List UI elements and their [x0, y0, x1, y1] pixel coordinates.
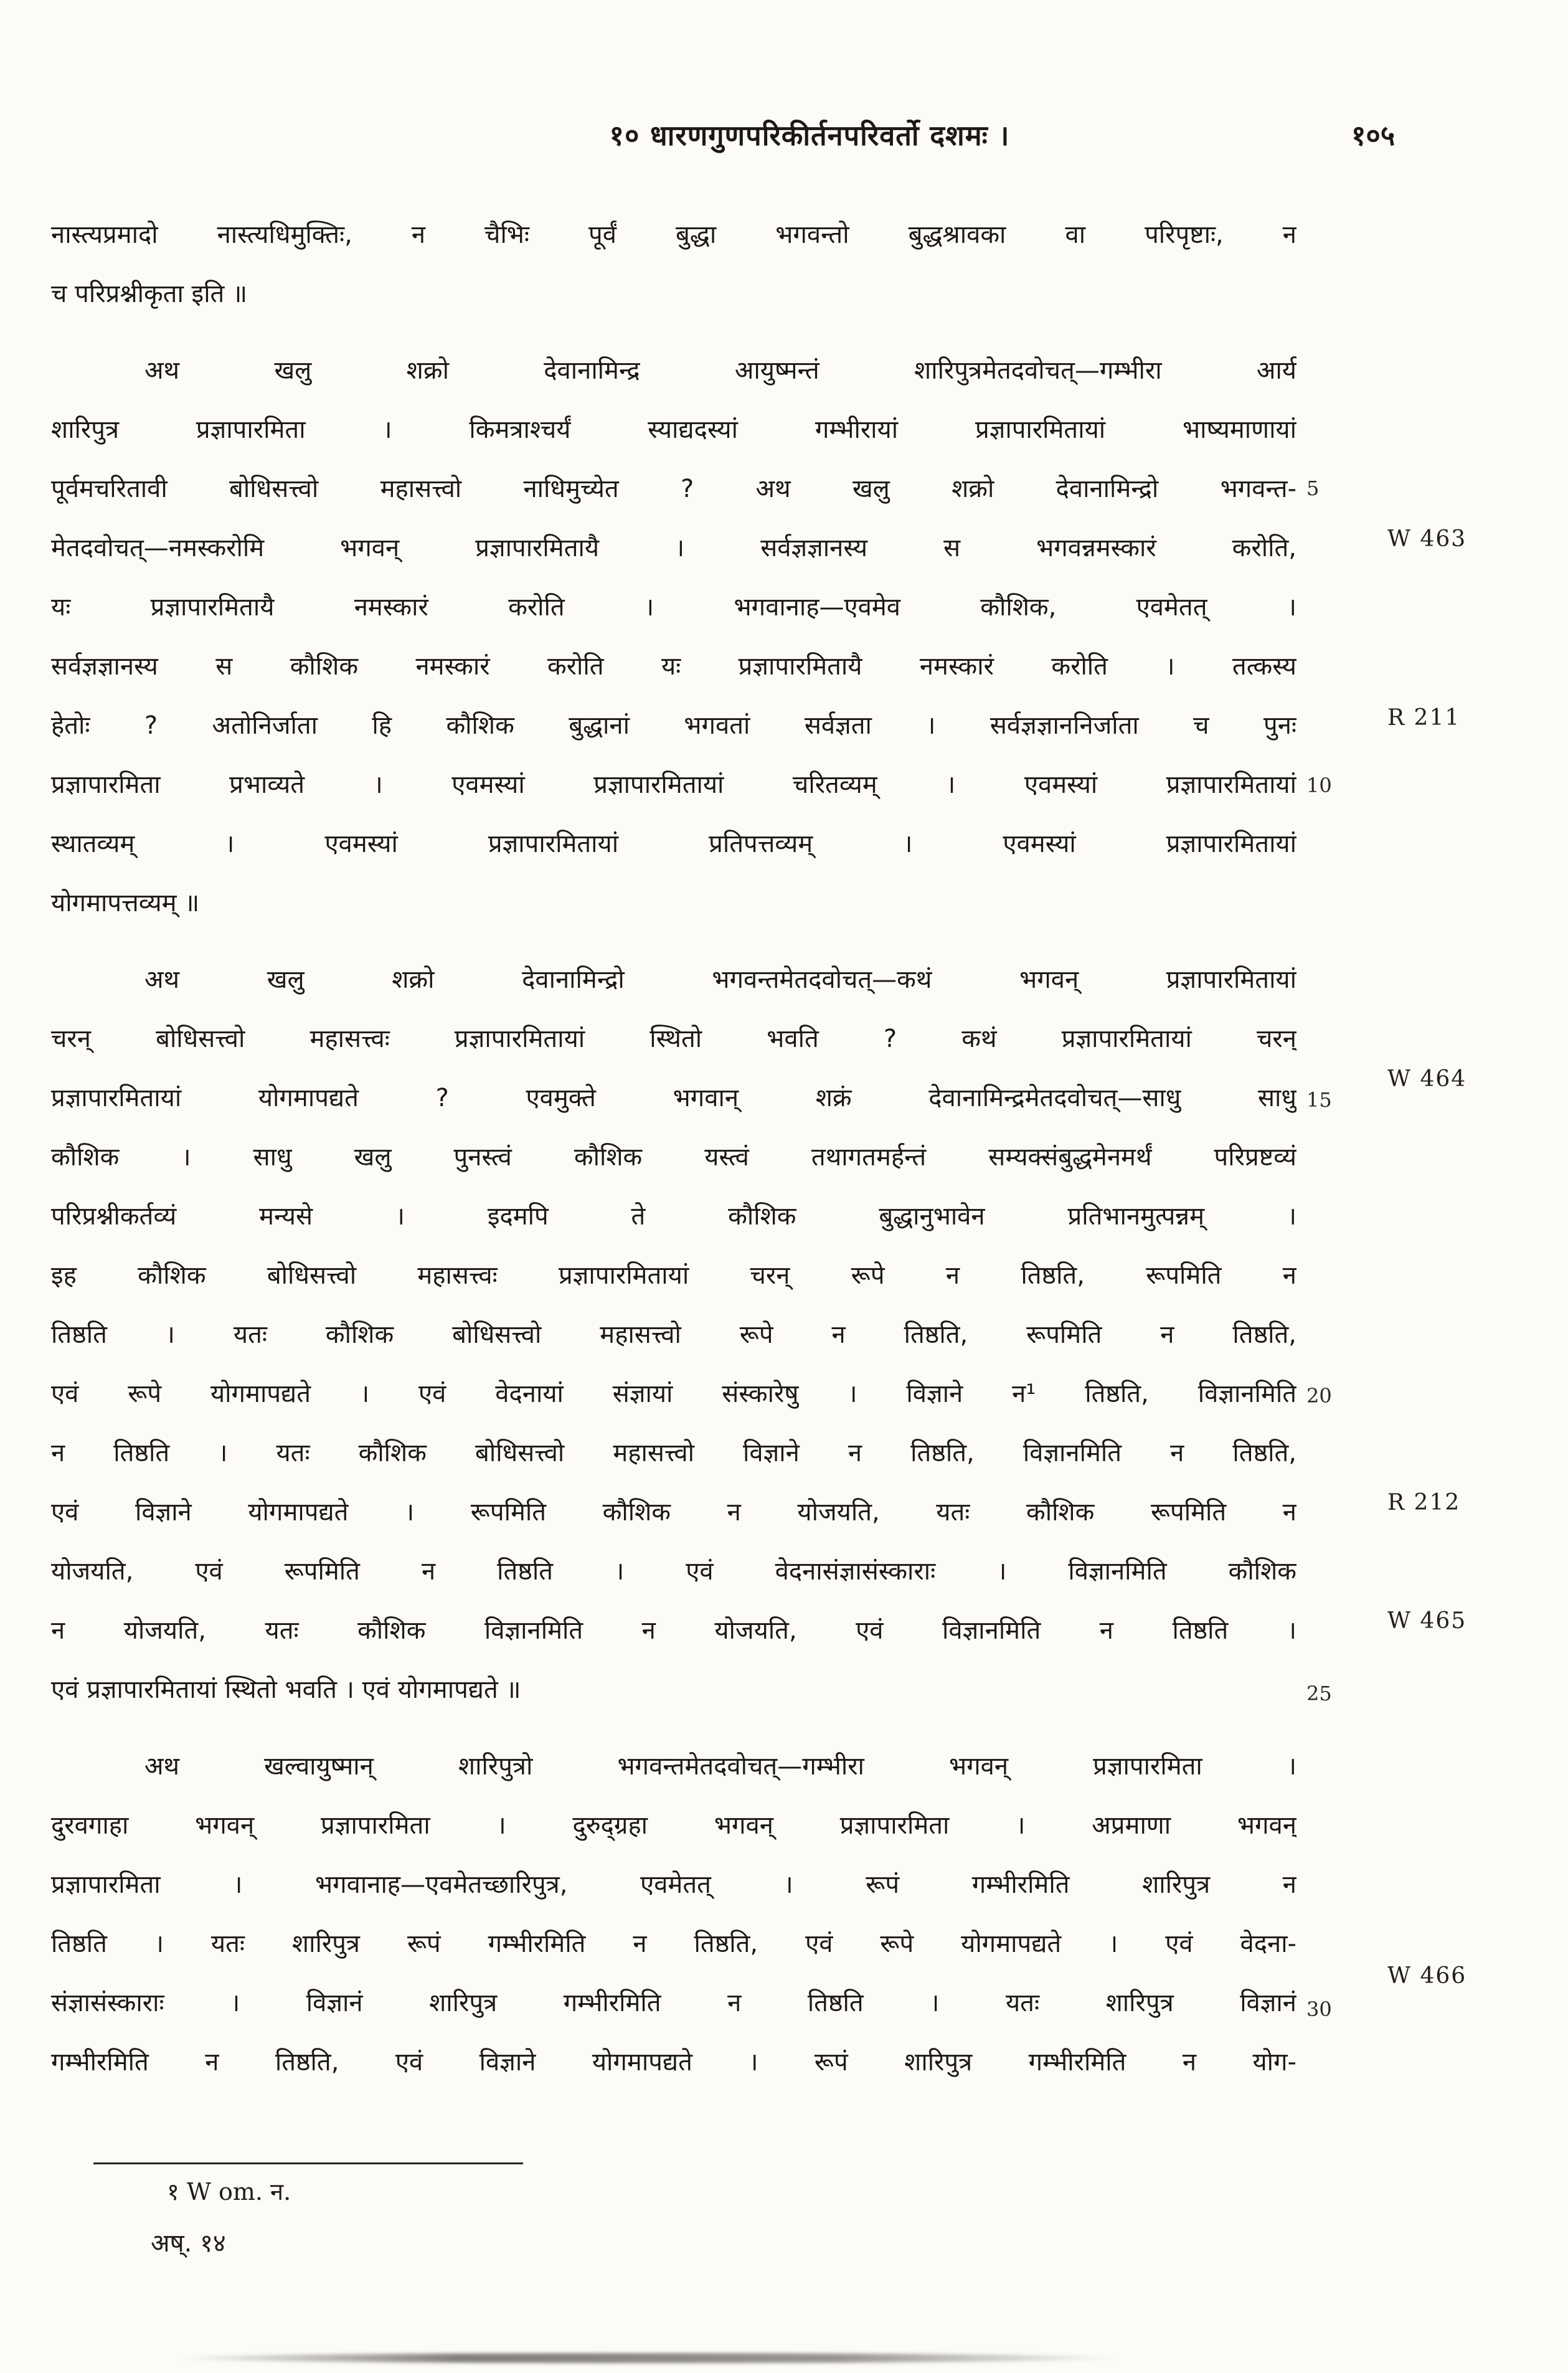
paragraph — [51, 950, 1296, 1720]
margin-ref-w464: W 464 — [1387, 1066, 1467, 1092]
text-column — [51, 206, 1296, 2092]
line-number-10: 10 — [1306, 774, 1332, 797]
text-line: प्रज्ञापारमितायां योगमापद्यते ? एवमुक्ते भगवान् शक्रं देवानामिन्द्रमेतदवोचत्—साधु साधु — [51, 1084, 1296, 1112]
text-line: एवं रूपे योगमापद्यते । एवं वेदनायां संज्ञायां संस्कारेषु । विज्ञाने न¹ तिष्ठति, विज्ञानमिति — [51, 1380, 1296, 1408]
text-line: तिष्ठति । यतः शारिपुत्र रूपं गम्भीरमिति न तिष्ठति, एवं रूपे योगमापद्यते । एवं वेदना- — [51, 1930, 1296, 1958]
line-number-5: 5 — [1306, 476, 1320, 500]
text-line: इह कौशिक बोधिसत्त्वो महासत्त्वः प्रज्ञापारमितायां चरन् रूपे न तिष्ठति, रूपमिति न — [51, 1261, 1296, 1290]
text-line: योगमापत्तव्यम् ॥ — [51, 889, 200, 917]
text-line: परिप्रश्नीकर्तव्यं मन्यसे । इदमपि ते कौशिक बुद्धानुभावेन प्रतिभानमुत्पन्नम् । — [51, 1202, 1296, 1231]
paragraph — [51, 341, 1296, 933]
text-line: शारिपुत्र प्रज्ञापारमिता । किमत्राश्चर्यं स्याद्यदस्यां गम्भीरायां प्रज्ञापारमितायां भाष्यमाणायां — [51, 415, 1296, 444]
line-number-30: 30 — [1306, 1997, 1332, 2021]
margin-ref-w466: W 466 — [1387, 1963, 1467, 1989]
text-line: प्रज्ञापारमिता । भगवानाह—एवमेतच्छारिपुत्र, एवमेतत् । रूपं गम्भीरमिति शारिपुत्र न — [51, 1870, 1296, 1899]
text-line: अथ खल्वायुष्मान् शारिपुत्रो भगवन्तमेतदवोचत्—गम्भीरा भगवन् प्रज्ञापारमिता । — [144, 1752, 1296, 1781]
text-line: एवं विज्ञाने योगमापद्यते । रूपमिति कौशिक न योजयति, यतः कौशिक रूपमिति न — [51, 1498, 1296, 1527]
text-line: न योजयति, यतः कौशिक विज्ञानमिति न योजयति, एवं विज्ञानमिति न तिष्ठति । — [51, 1616, 1296, 1645]
text-line: अथ खलु शक्रो देवानामिन्द्र आयुष्मन्तं शारिपुत्रमेतदवोचत्—गम्भीरा आर्य — [144, 356, 1296, 385]
footnote-text: १ W om. न. — [167, 2178, 291, 2205]
text-line: मेतदवोचत्—नमस्करोमि भगवन् प्रज्ञापारमितायै । सर्वज्ञज्ञानस्य स भगवन्नमस्कारं करोति, — [51, 534, 1296, 562]
footnote-divider — [93, 2162, 523, 2164]
text-line: सर्वज्ञज्ञानस्य स कौशिक नमस्कारं करोति यः प्रज्ञापारमितायै नमस्कारं करोति । तत्कस्य — [51, 652, 1296, 681]
text-line: नास्त्यप्रमादो नास्त्यधिमुक्तिः, न चैभिः पूर्वं बुद्धा भगवन्तो बुद्धश्रावका वा परिपृष्टाः, न — [51, 220, 1296, 249]
text-line: चरन् बोधिसत्त्वो महासत्त्वः प्रज्ञापारमितायां स्थितो भवति ? कथं प्रज्ञापारमितायां चरन् — [51, 1025, 1296, 1053]
text-line: अथ खलु शक्रो देवानामिन्द्रो भगवन्तमेतदवोचत्—कथं भगवन् प्रज्ञापारमितायां — [144, 965, 1296, 994]
signature-mark: अष्. १४ — [151, 2229, 226, 2258]
text-line: दुरवगाहा भगवन् प्रज्ञापारमिता । दुरुद्ग्रहा भगवन् प्रज्ञापारमिता । अप्रमाणा भगवन् — [51, 1811, 1296, 1840]
scan-artifact — [174, 2353, 1121, 2363]
margin-ref-w465: W 465 — [1387, 1608, 1467, 1634]
text-line: न तिष्ठति । यतः कौशिक बोधिसत्त्वो महासत्त्वो विज्ञाने न तिष्ठति, विज्ञानमिति न तिष्ठति, — [51, 1439, 1296, 1467]
margin-ref-r211: R 211 — [1387, 705, 1461, 731]
text-line: संज्ञासंस्काराः । विज्ञानं शारिपुत्र गम्भीरमिति न तिष्ठति । यतः शारिपुत्र विज्ञानं — [51, 1989, 1296, 2017]
text-line: हेतोः ? अतोनिर्जाता हि कौशिक बुद्धानां भगवतां सर्वज्ञता । सर्वज्ञज्ञाननिर्जाता च पुनः — [51, 711, 1296, 740]
text-line: गम्भीरमिति न तिष्ठति, एवं विज्ञाने योगमापद्यते । रूपं शारिपुत्र गम्भीरमिति न योग- — [51, 2048, 1296, 2077]
line-number-15: 15 — [1306, 1088, 1332, 1112]
text-line: पूर्वमचरितावी बोधिसत्त्वो महासत्त्वो नाधिमुच्येत ? अथ खलु शक्रो देवानामिन्द्रो भगवन्त- — [51, 475, 1296, 503]
margin-ref-w463: W 463 — [1387, 526, 1467, 552]
page-number: १०५ — [1351, 119, 1396, 152]
text-line: स्थातव्यम् । एवमस्यां प्रज्ञापारमितायां प्रतिपत्तव्यम् । एवमस्यां प्रज्ञापारमितायां — [51, 830, 1296, 858]
line-number-20: 20 — [1306, 1384, 1332, 1408]
text-line: कौशिक । साधु खलु पुनस्त्वं कौशिक यस्त्वं तथागतमर्हन्तं सम्यक्संबुद्धमेनमर्थं परिप्रष्टव्यं — [51, 1143, 1296, 1172]
text-line: योजयति, एवं रूपमिति न तिष्ठति । एवं वेदनासंज्ञासंस्काराः । विज्ञानमिति कौशिक — [51, 1557, 1296, 1586]
paragraph — [51, 206, 1296, 324]
text-line: प्रज्ञापारमिता प्रभाव्यते । एवमस्यां प्रज्ञापारमितायां चरितव्यम् । एवमस्यां प्रज्ञापारमितायां — [51, 770, 1296, 799]
paragraph — [51, 1737, 1296, 2092]
margin-ref-r212: R 212 — [1387, 1490, 1461, 1515]
text-line: एवं प्रज्ञापारमितायां स्थितो भवति । एवं योगमापद्यते ॥ — [51, 1675, 521, 1704]
text-line: तिष्ठति । यतः कौशिक बोधिसत्त्वो महासत्त्वो रूपे न तिष्ठति, रूपमिति न तिष्ठति, — [51, 1320, 1296, 1349]
running-header-title: १० धारणगुणपरिकीर्तनपरिवर्तो दशमः । — [609, 119, 1010, 152]
line-number-25: 25 — [1306, 1682, 1332, 1705]
text-line: च परिप्रश्नीकृता इति ॥ — [51, 280, 248, 308]
text-line: यः प्रज्ञापारमितायै नमस्कारं करोति । भगवानाह—एवमेव कौशिक, एवमेतत् । — [51, 593, 1296, 622]
